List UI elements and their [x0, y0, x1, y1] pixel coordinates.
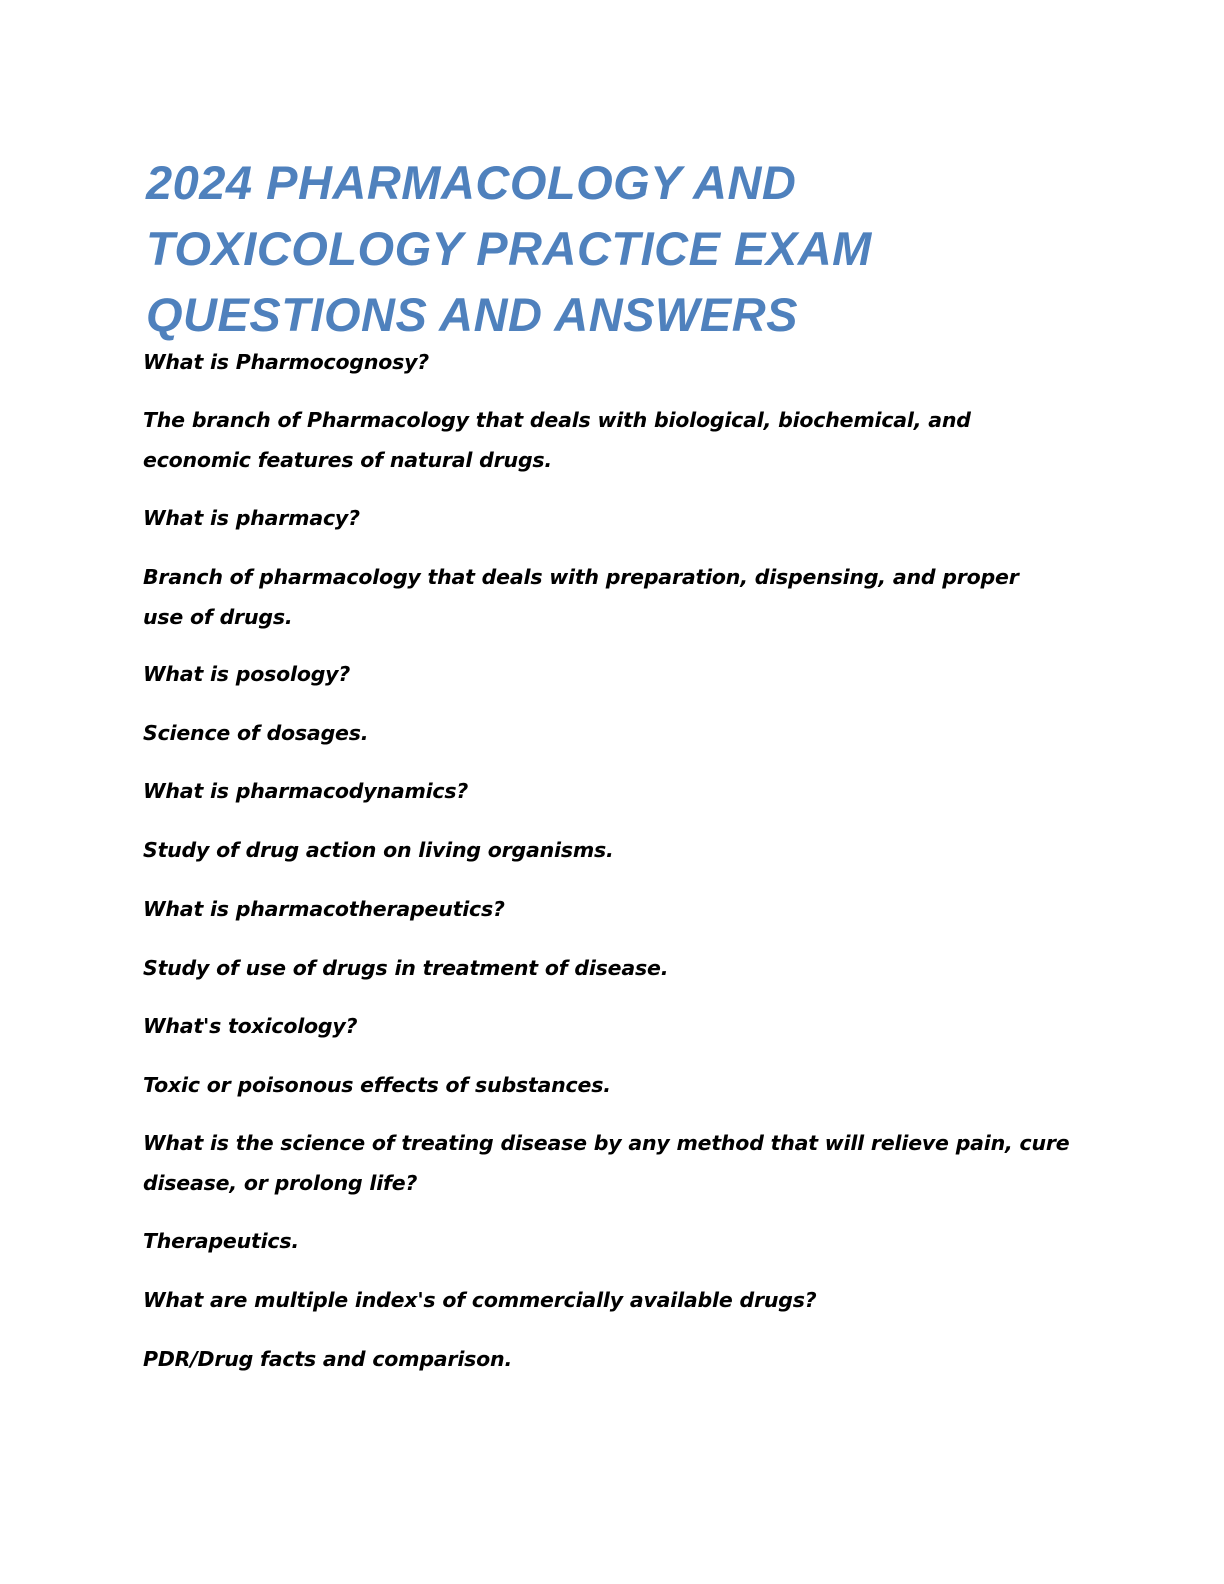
question-pharmacodynamics: What is pharmacodynamics?: [143, 779, 469, 803]
question-toxicology: What's toxicology?: [143, 1014, 358, 1038]
answer-posology: Science of dosages.: [143, 721, 369, 745]
answer-drug-index: PDR/Drug facts and comparison.: [143, 1347, 513, 1371]
answer-pharmacy: Branch of pharmacology that deals with preparation, dispensing, and proper use of drugs.: [143, 565, 1019, 629]
question-pharmacotherapeutics: What is pharmacotherapeutics?: [143, 897, 505, 921]
question-pharmacognosy: What is Pharmocognosy?: [143, 350, 429, 374]
answer-pharmacognosy: The branch of Pharmacology that deals with biological, biochemical, and economic features of natural drugs.: [143, 408, 971, 472]
question-posology: What is posology?: [143, 662, 351, 686]
answer-toxicology: Toxic or poisonous effects of substances.: [143, 1073, 611, 1097]
document-title: 2024 PHARMACOLOGY AND TOXICOLOGY PRACTICE EXAM QUESTIONS AND ANSWERS: [146, 156, 872, 341]
answer-therapeutics: Therapeutics.: [143, 1229, 299, 1253]
question-pharmacy: What is pharmacy?: [143, 506, 360, 530]
question-drug-index: What are multiple index's of commercially available drugs?: [143, 1288, 817, 1312]
answer-pharmacotherapeutics: Study of use of drugs in treatment of disease.: [143, 956, 669, 980]
answer-pharmacodynamics: Study of drug action on living organisms.: [143, 838, 614, 862]
question-therapeutics: What is the science of treating disease by any method that will relieve pain, cure disease, or prolong life?: [143, 1131, 1070, 1195]
